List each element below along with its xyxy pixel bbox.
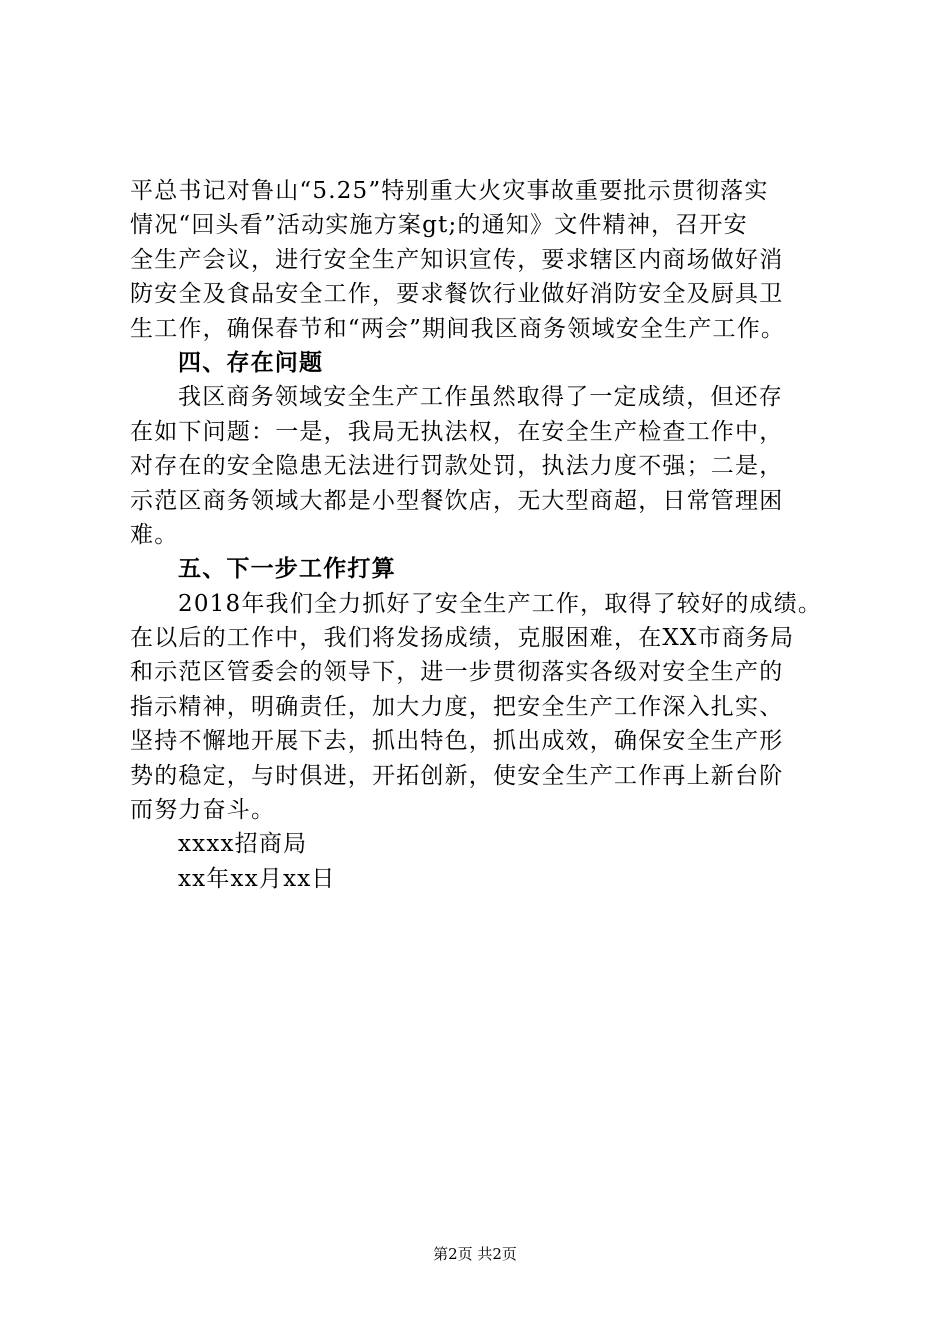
paragraph-line: 2018年我们全力抓好了安全生产工作，取得了较好的成绩。 (178, 590, 823, 617)
paragraph-line: 而努力奋斗。 (130, 797, 276, 824)
paragraph-line: 情况“回头看”活动实施方案gt;的通知》文件精神，召开安 (130, 212, 748, 239)
continued-paragraph (130, 174, 830, 346)
paragraph-line: 全生产会议，进行安全生产知识宣传，要求辖区内商场做好消 (130, 246, 784, 273)
paragraph-line: 防安全及食品安全工作，要求餐饮行业做好消防安全及厨具卫 (130, 281, 784, 308)
paragraph-line: 指示精神，明确责任，加大力度，把安全生产工作深入扎实、 (130, 693, 784, 720)
paragraph-line: 示范区商务领域大都是小型餐饮店，无大型商超，日常管理困 (130, 487, 784, 514)
next-steps-paragraph (130, 587, 830, 828)
section-heading-problems: 四、存在问题 (178, 348, 324, 376)
signature-date: xx年xx月xx日 (178, 865, 336, 892)
paragraph-line: 坚持不懈地开展下去，抓出特色，抓出成效，确保安全生产形 (130, 728, 784, 755)
paragraph-line: 生工作，确保春节和“两会”期间我区商务领域安全生产工作。 (130, 315, 786, 342)
signature-org: xxxx招商局 (178, 831, 308, 858)
paragraph-line: 势的稳定，与时俱进，开拓创新，使安全生产工作再上新台阶 (130, 762, 784, 789)
paragraph-line: 和示范区管委会的领导下，进一步贯彻落实各级对安全生产的 (130, 659, 784, 686)
paragraph-line: 在如下问题：一是，我局无执法权，在安全生产检查工作中， (130, 418, 784, 445)
problems-paragraph (130, 380, 830, 552)
paragraph-line: 对存在的安全隐患无法进行罚款处罚，执法力度不强；二是， (130, 453, 784, 480)
paragraph-line: 平总书记对鲁山“5.25”特别重大火灾事故重要批示贯彻落实 (130, 178, 769, 204)
paragraph-line: 难。 (130, 521, 179, 548)
document-body (130, 174, 830, 896)
page-number-footer: 第2页 共2页 (433, 1245, 517, 1263)
paragraph-line: 在以后的工作中，我们将发扬成绩，克服困难，在XX市商务局 (130, 625, 795, 652)
paragraph-line: 我区商务领域安全生产工作虽然取得了一定成绩，但还存 (178, 384, 783, 411)
section-heading-next-steps: 五、下一步工作打算 (178, 555, 396, 583)
